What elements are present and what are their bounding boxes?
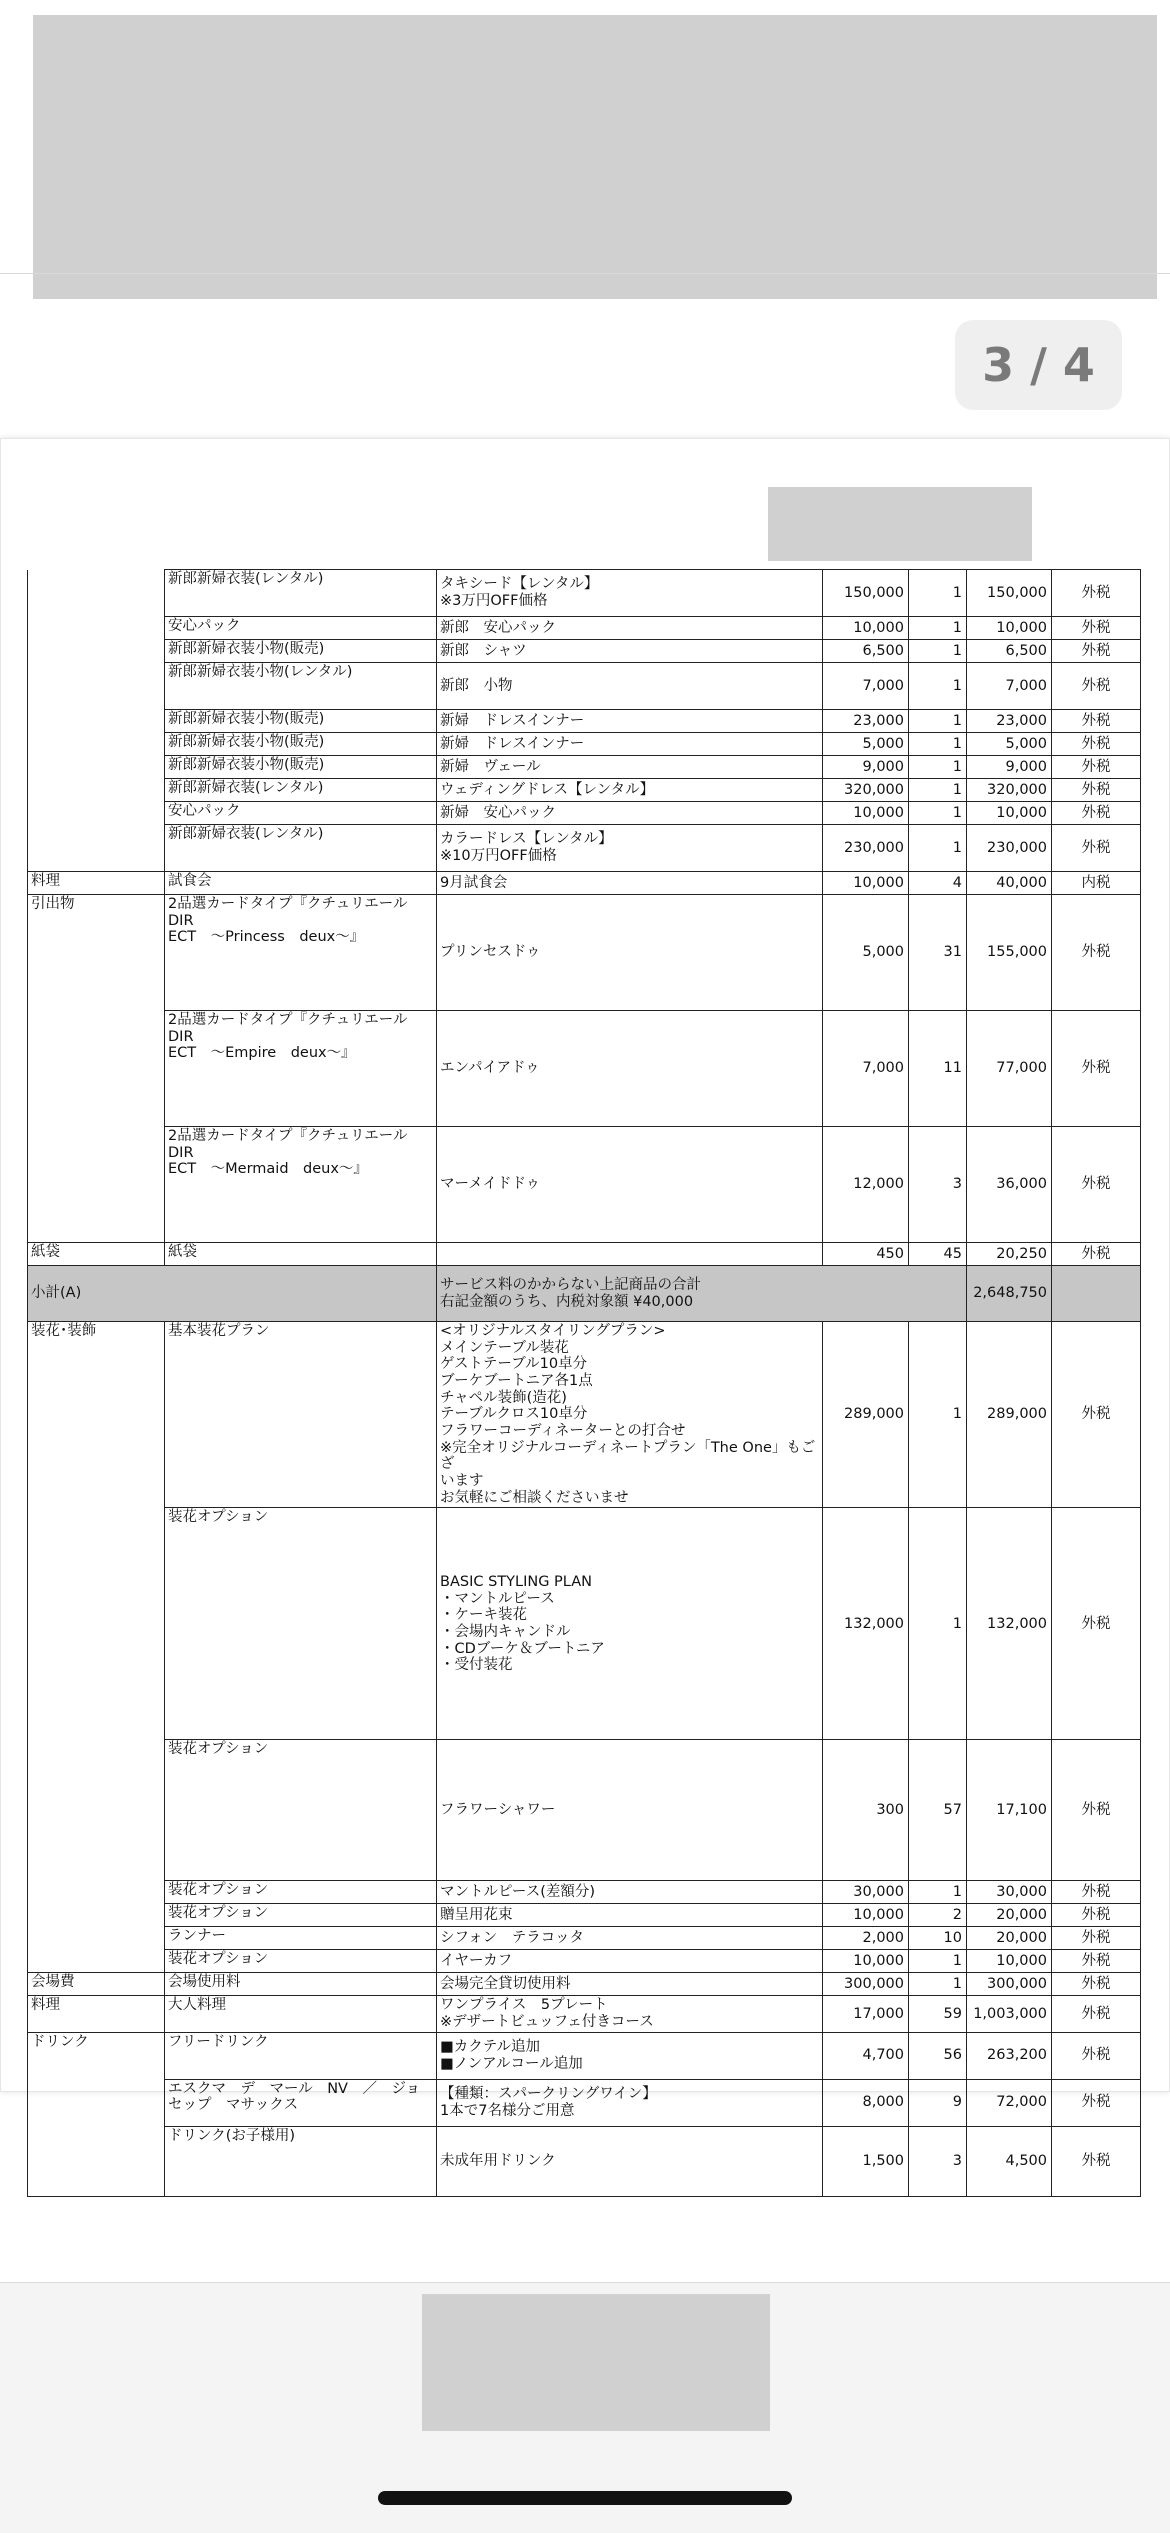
row-tax-type: 外税 [1052,2032,1141,2079]
subtotal-description: サービス料のかからない上記商品の合計 右記金額のうち、内税対象額 ¥40,000 [437,1266,967,1322]
table-row [28,895,1141,1011]
table-row [28,1996,1141,2032]
row-quantity: 1 [909,1973,967,1996]
row-category [28,825,165,872]
row-amount: 7,000 [967,663,1052,710]
row-category [28,1127,165,1243]
row-quantity: 2 [909,1904,967,1927]
row-item: ランナー [165,1927,437,1950]
row-description: ワンプライス 5プレート ※デザートビュッフェ付きコース [437,1996,823,2032]
row-unit-price: 4,700 [823,2032,909,2079]
row-item: 新郎新婦衣装(レンタル) [165,779,437,802]
row-amount: 20,000 [967,1904,1052,1927]
row-item: 新郎新婦衣装(レンタル) [165,825,437,872]
table-row [28,1011,1141,1127]
row-tax-type: 外税 [1052,617,1141,640]
row-tax-type: 外税 [1052,570,1141,617]
row-description: タキシード【レンタル】 ※3万円OFF価格 [437,570,823,617]
row-description: BASIC STYLING PLAN ・マントルピース ・ケーキ装花 ・会場内キャンドル ・CDブーケ＆ブートニア ・受付装花 [437,1508,823,1740]
row-amount: 132,000 [967,1508,1052,1740]
row-quantity: 56 [909,2032,967,2079]
row-quantity: 1 [909,617,967,640]
row-description: 未成年用ドリンク [437,2126,823,2196]
row-quantity: 1 [909,640,967,663]
row-tax-type: 外税 [1052,1740,1141,1881]
row-unit-price: 30,000 [823,1881,909,1904]
row-quantity: 1 [909,825,967,872]
row-unit-price: 5,000 [823,733,909,756]
row-category: 引出物 [28,895,165,1011]
row-amount: 36,000 [967,1127,1052,1243]
row-amount: 10,000 [967,802,1052,825]
row-unit-price: 1,500 [823,2126,909,2196]
row-unit-price: 8,000 [823,2079,909,2126]
row-item: 2品選カードタイプ『クチュリエール DIR ECT ～Empire deux～』 [165,1011,437,1127]
row-amount: 17,100 [967,1740,1052,1881]
row-description: 新郎 シャツ [437,640,823,663]
table-row [28,1950,1141,1973]
estimate-table-body [28,570,1141,2197]
estimate-table [27,569,1141,2197]
row-quantity: 4 [909,872,967,895]
row-quantity: 1 [909,1881,967,1904]
row-item: 2品選カードタイプ『クチュリエール DIR ECT ～Mermaid deux～』 [165,1127,437,1243]
row-category [28,663,165,710]
row-unit-price: 17,000 [823,1996,909,2032]
row-description: 【種類：スパークリングワイン】 1本で7名様分ご用意 [437,2079,823,2126]
row-description: 新郎 小物 [437,663,823,710]
row-amount: 289,000 [967,1322,1052,1508]
row-unit-price: 289,000 [823,1322,909,1508]
redacted-header-block [33,15,1157,299]
row-item: 新郎新婦衣装小物(販売) [165,733,437,756]
row-item: 装花オプション [165,1881,437,1904]
row-item: 装花オプション [165,1740,437,1881]
row-amount: 1,003,000 [967,1996,1052,2032]
row-category [28,710,165,733]
row-unit-price: 2,000 [823,1927,909,1950]
row-item: 新郎新婦衣装小物(販売) [165,640,437,663]
row-quantity: 31 [909,895,967,1011]
row-quantity: 10 [909,1927,967,1950]
row-description [437,1243,823,1266]
row-quantity: 3 [909,1127,967,1243]
row-tax-type: 外税 [1052,1927,1141,1950]
row-category [28,756,165,779]
row-amount: 10,000 [967,1950,1052,1973]
table-row [28,1322,1141,1508]
row-category [28,802,165,825]
row-item: 大人料理 [165,1996,437,2032]
row-quantity: 1 [909,710,967,733]
row-description: 新婦 ドレスインナー [437,710,823,733]
table-row [28,733,1141,756]
table-row [28,1127,1141,1243]
table-row [28,2079,1141,2126]
redacted-bottom-block [422,2294,770,2431]
row-category [28,733,165,756]
row-amount: 150,000 [967,570,1052,617]
row-description: 会場完全貸切使用料 [437,1973,823,1996]
row-amount: 23,000 [967,710,1052,733]
row-unit-price: 23,000 [823,710,909,733]
row-description: マーメイドドゥ [437,1127,823,1243]
table-row [28,663,1141,710]
row-description: <オリジナルスタイリングプラン> メインテーブル装花 ゲストテーブル10卓分 ブーケブートニア各1点 チャペル装飾(造花) テーブルクロス10卓分 フラワーコーディネーターとの打合せ ※完全オリジナルコーディネートプラン「The One」もござ います お気軽にご相談くださいませ [437,1322,823,1508]
row-quantity: 11 [909,1011,967,1127]
row-unit-price: 320,000 [823,779,909,802]
row-item: 紙袋 [165,1243,437,1266]
table-row [28,1740,1141,1881]
row-item: 新郎新婦衣装小物(販売) [165,710,437,733]
row-tax-type: 外税 [1052,663,1141,710]
row-unit-price: 10,000 [823,1904,909,1927]
row-description: 贈呈用花束 [437,1904,823,1927]
row-tax-type: 外税 [1052,756,1141,779]
row-tax-type: 外税 [1052,1904,1141,1927]
row-description: カラードレス【レンタル】 ※10万円OFF価格 [437,825,823,872]
row-tax-type: 外税 [1052,733,1141,756]
row-quantity: 1 [909,1508,967,1740]
row-item: 装花オプション [165,1508,437,1740]
row-quantity: 1 [909,733,967,756]
table-row [28,825,1141,872]
row-description: エンパイアドゥ [437,1011,823,1127]
row-description: 新婦 ヴェール [437,756,823,779]
row-description: マントルピース(差額分) [437,1881,823,1904]
row-item: 装花オプション [165,1950,437,1973]
redacted-stamp-block [768,487,1032,561]
row-amount: 30,000 [967,1881,1052,1904]
row-description: 9月試食会 [437,872,823,895]
row-tax-type: 外税 [1052,1011,1141,1127]
row-category: ドリンク [28,2032,165,2079]
row-amount: 4,500 [967,2126,1052,2196]
row-quantity: 3 [909,2126,967,2196]
home-indicator[interactable] [378,2491,792,2505]
row-amount: 6,500 [967,640,1052,663]
row-category [28,1904,165,1927]
row-description: 新婦 ドレスインナー [437,733,823,756]
table-row [28,1927,1141,1950]
row-item: 基本装花プラン [165,1322,437,1508]
table-row [28,617,1141,640]
row-unit-price: 5,000 [823,895,909,1011]
table-row [28,756,1141,779]
row-item: フリードリンク [165,2032,437,2079]
row-item: 2品選カードタイプ『クチュリエール DIR ECT ～Princess deux～』 [165,895,437,1011]
row-category [28,2126,165,2196]
row-tax-type: 外税 [1052,802,1141,825]
row-tax-type: 内税 [1052,872,1141,895]
row-description: プリンセスドゥ [437,895,823,1011]
row-tax-type: 外税 [1052,1508,1141,1740]
subtotal-row [28,1266,1141,1322]
row-category: 料理 [28,872,165,895]
row-category: 紙袋 [28,1243,165,1266]
row-tax-type: 外税 [1052,1881,1141,1904]
row-amount: 72,000 [967,2079,1052,2126]
row-unit-price: 300 [823,1740,909,1881]
row-tax-type: 外税 [1052,1973,1141,1996]
row-description: ウェディングドレス【レンタル】 [437,779,823,802]
row-tax-type: 外税 [1052,2126,1141,2196]
row-description: シフォン テラコッタ [437,1927,823,1950]
row-quantity: 1 [909,779,967,802]
row-quantity: 45 [909,1243,967,1266]
row-unit-price: 9,000 [823,756,909,779]
row-tax-type: 外税 [1052,2079,1141,2126]
row-category [28,1011,165,1127]
row-item: 装花オプション [165,1904,437,1927]
row-tax-type: 外税 [1052,1127,1141,1243]
row-category [28,1927,165,1950]
row-category [28,779,165,802]
row-amount: 77,000 [967,1011,1052,1127]
row-unit-price: 10,000 [823,617,909,640]
row-unit-price: 7,000 [823,1011,909,1127]
row-category [28,2079,165,2126]
row-category [28,1881,165,1904]
row-unit-price: 450 [823,1243,909,1266]
row-unit-price: 10,000 [823,872,909,895]
row-unit-price: 12,000 [823,1127,909,1243]
table-row [28,872,1141,895]
row-unit-price: 6,500 [823,640,909,663]
row-amount: 20,250 [967,1243,1052,1266]
row-tax-type: 外税 [1052,640,1141,663]
row-item: 新郎新婦衣装小物(販売) [165,756,437,779]
row-unit-price: 7,000 [823,663,909,710]
row-item: 安心パック [165,617,437,640]
row-unit-price: 10,000 [823,1950,909,1973]
subtotal-label: 小計(A) [28,1266,437,1322]
table-row [28,1243,1141,1266]
row-category: 料理 [28,1996,165,2032]
row-unit-price: 300,000 [823,1973,909,1996]
row-tax-type: 外税 [1052,1996,1141,2032]
row-description: イヤーカフ [437,1950,823,1973]
row-tax-type: 外税 [1052,1243,1141,1266]
table-row [28,640,1141,663]
row-quantity: 57 [909,1740,967,1881]
row-quantity: 59 [909,1996,967,2032]
row-quantity: 9 [909,2079,967,2126]
row-item: 新郎新婦衣装(レンタル) [165,570,437,617]
row-category [28,1740,165,1881]
row-item: 試食会 [165,872,437,895]
row-quantity: 1 [909,1322,967,1508]
row-unit-price: 230,000 [823,825,909,872]
table-row [28,2032,1141,2079]
row-tax-type: 外税 [1052,1950,1141,1973]
table-row [28,1881,1141,1904]
row-amount: 230,000 [967,825,1052,872]
row-category [28,1508,165,1740]
row-category [28,617,165,640]
row-quantity: 1 [909,663,967,710]
row-amount: 40,000 [967,872,1052,895]
row-category [28,570,165,617]
row-item: 新郎新婦衣装小物(レンタル) [165,663,437,710]
row-tax-type: 外税 [1052,1322,1141,1508]
row-amount: 320,000 [967,779,1052,802]
subtotal-tax-cell [1052,1266,1141,1322]
subtotal-amount: 2,648,750 [967,1266,1052,1322]
page-indicator: 3 / 4 [955,320,1122,410]
row-item: エスクマ デ マール NV ／ ジョ セップ マサックス [165,2079,437,2126]
row-amount: 263,200 [967,2032,1052,2079]
row-item: 安心パック [165,802,437,825]
table-row [28,779,1141,802]
table-row [28,2126,1141,2196]
row-amount: 300,000 [967,1973,1052,1996]
table-row [28,1904,1141,1927]
row-category: 会場費 [28,1973,165,1996]
row-unit-price: 10,000 [823,802,909,825]
row-unit-price: 150,000 [823,570,909,617]
table-row [28,1508,1141,1740]
row-category [28,640,165,663]
table-row [28,710,1141,733]
row-description: フラワーシャワー [437,1740,823,1881]
row-tax-type: 外税 [1052,825,1141,872]
row-quantity: 1 [909,802,967,825]
table-row [28,802,1141,825]
table-row [28,570,1141,617]
row-description: ■カクテル追加 ■ノンアルコール追加 [437,2032,823,2079]
row-tax-type: 外税 [1052,779,1141,802]
row-amount: 5,000 [967,733,1052,756]
row-item: ドリンク(お子様用) [165,2126,437,2196]
row-amount: 155,000 [967,895,1052,1011]
row-item: 会場使用料 [165,1973,437,1996]
row-quantity: 1 [909,570,967,617]
row-category [28,1950,165,1973]
row-quantity: 1 [909,1950,967,1973]
row-quantity: 1 [909,756,967,779]
row-description: 新郎 安心パック [437,617,823,640]
row-amount: 10,000 [967,617,1052,640]
row-amount: 20,000 [967,1927,1052,1950]
table-row [28,1973,1141,1996]
row-description: 新婦 安心パック [437,802,823,825]
row-tax-type: 外税 [1052,710,1141,733]
viewer-divider [0,273,1170,274]
row-amount: 9,000 [967,756,1052,779]
row-category: 装花･装飾 [28,1322,165,1508]
row-unit-price: 132,000 [823,1508,909,1740]
row-tax-type: 外税 [1052,895,1141,1011]
